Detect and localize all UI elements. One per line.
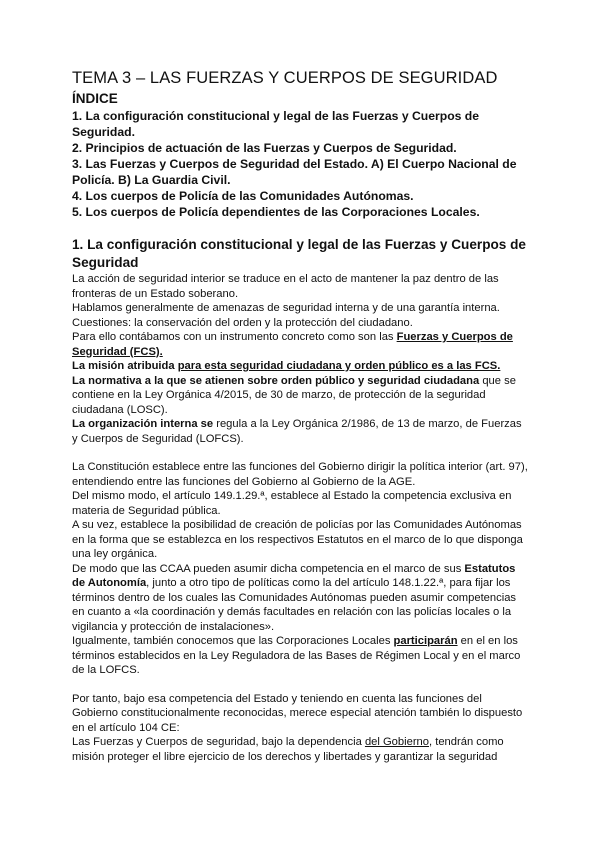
bold-text: La misión atribuida: [72, 360, 178, 372]
highlight-text: Fuerzas y Cuerpos de Seguridad (FCS).: [72, 331, 513, 358]
document-title: TEMA 3 – LAS FUERZAS Y CUERPOS DE SEGURIDAD: [72, 69, 498, 87]
index-item: 4. Los cuerpos de Policía de las Comunidades Autónomas.: [72, 189, 414, 203]
highlight-text: participarán: [393, 635, 458, 647]
bold-text: Estatutos de Autonomía: [72, 562, 516, 589]
paragraph: Hablamos generalmente de amenazas de seguridad interna y de una garantía interna. Cuestiones: la conservación del orden y la protección del ciudadano.: [72, 302, 500, 329]
paragraph: [72, 562, 530, 635]
bold-text: La organización interna se: [72, 418, 214, 430]
paragraph: [72, 330, 530, 359]
index-item: 1. La configuración constitucional y legal de las Fuerzas y Cuerpos de Seguridad.: [72, 109, 480, 139]
text-run: , tendrán como misión proteger el libre ejercicio de los derechos y libertades y garantizar la seguridad: [72, 736, 504, 763]
paragraph: [72, 634, 530, 678]
underlined-text: del Gobierno: [364, 736, 429, 748]
paragraph: La Constitución establece entre las funciones del Gobierno dirigir la política interior (art. 97), entendiendo entre las funciones del Gobierno al Gobierno de la AGE.: [72, 461, 528, 488]
bold-text: La normativa a la que se atienen sobre orden público y seguridad ciudadana: [72, 374, 480, 387]
text-run: Igualmente, también conocemos que las Corporaciones Locales: [72, 635, 394, 647]
paragraph: Del mismo modo, el artículo 149.1.29.ª, establece al Estado la competencia exclusiva en materia de Seguridad pública.: [72, 490, 512, 517]
section-heading: [72, 236, 530, 272]
paragraph: [72, 374, 530, 418]
spacer: [72, 678, 530, 692]
highlight-text: para esta seguridad ciudadana y orden público es a las FCS.: [177, 360, 501, 372]
text-run: De modo que las CCAA pueden asumir dicha competencia en el marco de sus: [72, 562, 465, 575]
index-item: 3. Las Fuerzas y Cuerpos de Seguridad del Estado. A) El Cuerpo Nacional de Policía. B) La Guardia Civil.: [72, 157, 517, 187]
text-run: regula a la Ley Orgánica 2/1986, de 13 de marzo, de Fuerzas y Cuerpos de Seguridad (LOFCS).: [72, 418, 522, 445]
text-run: que se contiene en la Ley Orgánica 4/2015, de 30 de marzo, de protección de la seguridad ciudadana (LOSC).: [72, 374, 516, 416]
index-list: [72, 108, 530, 220]
text-run: Las Fuerzas y Cuerpos de seguridad, bajo la dependencia: [72, 736, 365, 748]
index-heading: ÍNDICE: [72, 91, 118, 106]
paragraph: [72, 735, 530, 764]
section-heading-text: 1. La configuración constitucional y legal de las Fuerzas y Cuerpos de Seguridad: [72, 237, 526, 270]
index-item: 5. Los cuerpos de Policía dependientes de las Corporaciones Locales.: [72, 205, 480, 219]
paragraph: Por tanto, bajo esa competencia del Estado y teniendo en cuenta las funciones del Gobierno constitucionalmente reconocidas, merece especial atención también lo dispuesto en el artículo 104 CE:: [72, 692, 523, 734]
paragraph: [72, 359, 530, 374]
paragraph: La acción de seguridad interior se traduce en el acto de mantener la paz dentro de las fronteras de un Estado soberano.: [72, 273, 499, 300]
paragraph: [72, 417, 530, 446]
paragraph: A su vez, establece la posibilidad de creación de policías por las Comunidades Autónomas en la forma que se establezca en los respectivos Estatutos en el marco de lo que disponga una ley orgánica.: [72, 519, 523, 560]
spacer: [72, 446, 530, 460]
text-run: Para ello contábamos con un instrumento concreto como son las: [72, 331, 397, 343]
text-run: en el en los términos establecidos en la Ley Reguladora de las Bases de Régimen Local y en el marco de la LOFCS.: [72, 635, 521, 676]
index-item: 2. Principios de actuación de las Fuerzas y Cuerpos de Seguridad.: [72, 141, 457, 155]
text-run: , junto a otro tipo de políticas como la del artículo 148.1.22.ª, para fijar los términos dentro de los cuales las Comunidades Autónomas pueden asumir competencias en cuanto a «la coordinación y demás facultades en relación con las policías locales o la vigilancia y protección de instalaciones».: [72, 577, 517, 633]
document-page: [72, 68, 530, 764]
